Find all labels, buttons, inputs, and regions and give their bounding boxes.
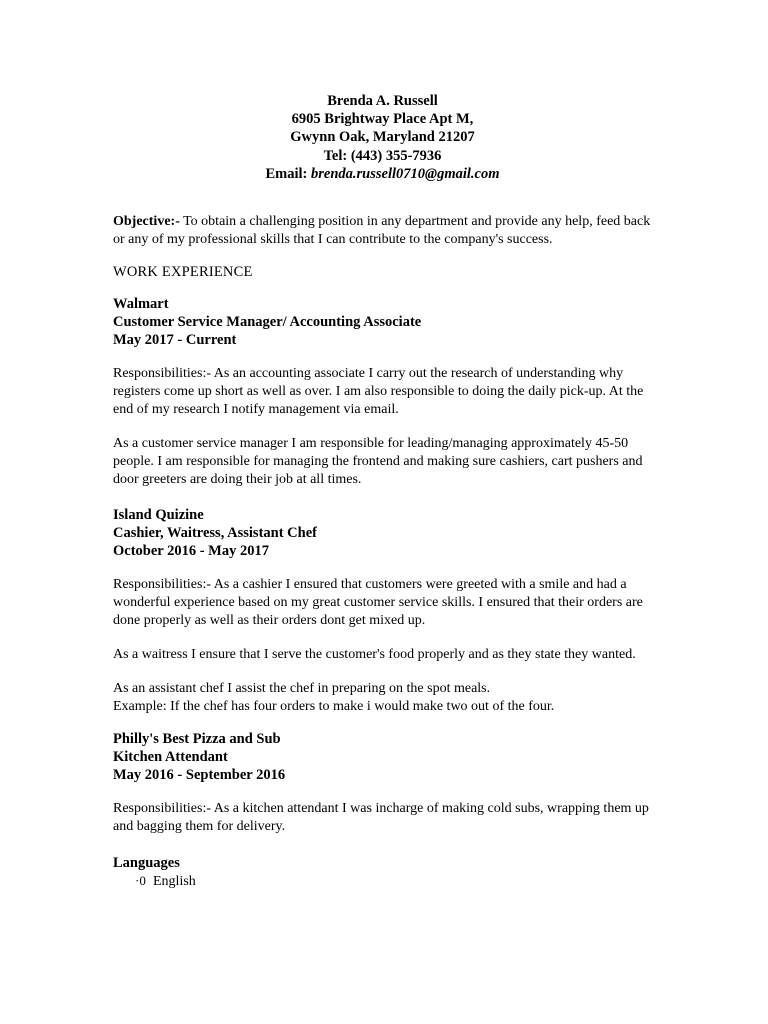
job-dates: May 2017 - Current	[113, 332, 237, 349]
job-responsibilities: Responsibilities:- As an accounting associate I carry out the research of understanding why registers come up short as well as over. I am also responsible to doing the daily pick-up. At the end of my research I notify management via email.	[113, 366, 644, 418]
job-role: Customer Service Manager/ Accounting Associate	[113, 314, 422, 331]
language-label: English	[153, 874, 196, 890]
email-line	[107, 165, 658, 183]
objective-text: To obtain a challenging position in any department and provide any help, feed back or any of my professional skills that I can contribute to the company's success.	[113, 214, 651, 248]
job-role: Cashier, Waitress, Assistant Chef	[113, 525, 317, 542]
objective-paragraph	[113, 213, 658, 249]
job-company: Walmart	[113, 296, 169, 313]
job-role: Kitchen Attendant	[113, 749, 228, 766]
address-line-2: Gwynn Oak, Maryland 21207	[290, 129, 475, 146]
job-responsibilities: Responsibilities:- As a kitchen attendant I was incharge of making cold subs, wrapping them up and bagging them for delivery.	[113, 801, 649, 835]
objective-label: Objective:-	[113, 214, 180, 230]
job-island-quizine	[113, 506, 658, 716]
job-paragraph: As a customer service manager I am responsible for leading/managing approximately 45-50 people. I am responsible for managing the frontend and making sure cashiers, cart pushers and door greeters are doing their job at all times.	[113, 436, 643, 488]
job-responsibilities: Responsibilities:- As a cashier I ensured that customers were greeted with a smile and had a wonderful experience based on my great customer service skills. I ensured that their orders are done properly as well as their orders dont get mixed up.	[113, 577, 643, 629]
job-paragraph: As a waitress I ensure that I serve the customer's food properly and as they state they wanted.	[113, 647, 636, 663]
email-address: brenda.russell0710@gmail.com	[311, 165, 500, 182]
languages-heading: Languages	[113, 855, 180, 872]
job-dates: October 2016 - May 2017	[113, 543, 269, 560]
bullet-marker: ·0	[135, 873, 146, 889]
list-item	[113, 872, 658, 891]
job-dates: May 2016 - September 2016	[113, 767, 286, 784]
applicant-name: Brenda A. Russell	[327, 93, 438, 109]
address-line-1: 6905 Brightway Place Apt M,	[291, 111, 474, 128]
job-walmart	[113, 295, 658, 489]
job-company: Philly's Best Pizza and Sub	[113, 731, 281, 748]
job-paragraph: As an assistant chef I assist the chef in preparing on the spot meals.	[113, 681, 491, 697]
languages-list	[113, 872, 658, 891]
resume-page	[113, 92, 658, 891]
job-phillys-best	[113, 730, 658, 836]
job-example: Example: If the chef has four orders to make i would make two out of the four.	[113, 699, 555, 715]
telephone: Tel: (443) 355-7936	[323, 147, 442, 164]
work-experience-heading: WORK EXPERIENCE	[113, 264, 253, 281]
email-label: Email:	[265, 165, 308, 182]
job-company: Island Quizine	[113, 507, 204, 524]
contact-header	[107, 92, 658, 183]
